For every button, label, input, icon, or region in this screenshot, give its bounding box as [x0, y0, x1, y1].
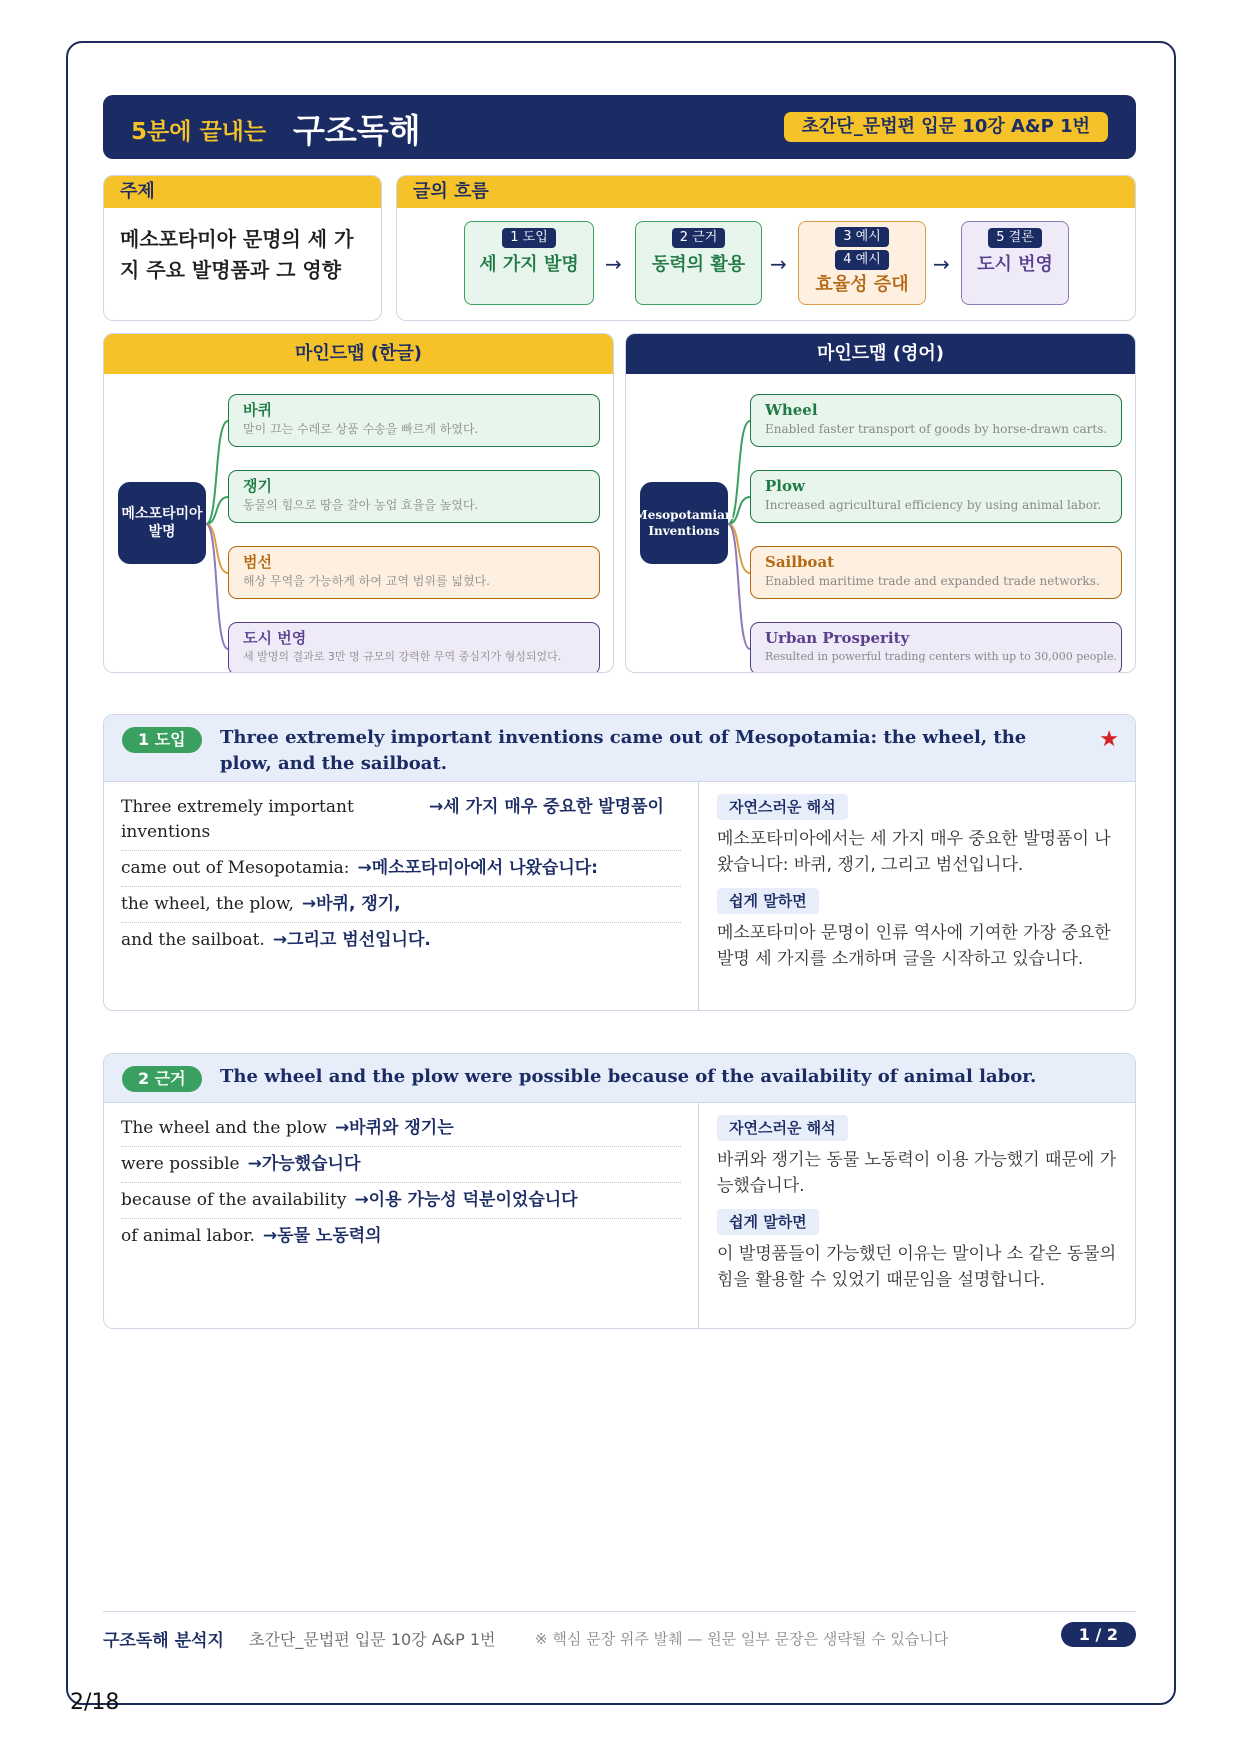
chunk-korean: →그리고 범선입니다. — [272, 930, 431, 950]
mindmap-node — [750, 622, 1122, 673]
page-title: 구조독해 — [293, 111, 421, 150]
flow-step-3 — [798, 221, 926, 305]
chunk-korean: →세 가지 매우 중요한 발명품이 — [429, 797, 664, 817]
flow-step-tag: 5 결론 — [988, 228, 1042, 248]
mindmap-node-desc: 세 발명의 결과로 3만 명 규모의 강력한 무역 중심지가 형성되었다. — [243, 650, 562, 663]
topic-card — [103, 175, 382, 321]
section-header — [104, 715, 1135, 782]
course-badge: 초간단_문법편 입문 10강 A&P 1번 — [784, 112, 1108, 142]
chunk-row — [121, 1147, 681, 1183]
mindmap-korean-title: 마인드맵 (한글) — [104, 334, 613, 374]
section-tag: 1 도입 — [122, 727, 202, 753]
flow-step-tag: 1 도입 — [502, 228, 556, 248]
mindmap-english-title: 마인드맵 (영어) — [626, 334, 1135, 374]
topic-label: 주제 — [104, 176, 381, 208]
mindmap-node — [228, 394, 600, 447]
chunk-row — [121, 923, 681, 958]
natural-text: 메소포타미아에서는 세 가지 매우 중요한 발명품이 나왔습니다: 바퀴, 쟁기, 그리고 범선입니다. — [717, 829, 1111, 875]
flow-step-4 — [961, 221, 1069, 305]
mindmap-node-title: 쟁기 — [243, 477, 272, 495]
flow-step-label: 세 가지 발명 — [479, 254, 579, 275]
footer-name: 구조독해 분석지 — [103, 1631, 224, 1651]
natural-label: 자연스러운 해석 — [717, 1115, 848, 1141]
mindmap-center: Mesopotamian Inventions — [640, 482, 728, 564]
chunk-korean: →동물 노동력의 — [262, 1226, 382, 1246]
chunk-korean: →바퀴와 쟁기는 — [334, 1118, 454, 1138]
flow-label: 글의 흐름 — [397, 176, 1135, 208]
footer-course: 초간단_문법편 입문 10강 A&P 1번 — [249, 1630, 496, 1649]
mindmap-node-title: Sailboat — [765, 553, 835, 571]
chunk-english: because of the availability — [121, 1190, 347, 1210]
section-header — [104, 1054, 1135, 1103]
mindmap-node-title: Plow — [765, 477, 805, 495]
interpretation-panel — [699, 782, 1135, 1011]
mindmap-node-desc: 동물의 힘으로 땅을 갈아 농업 효율을 높였다. — [243, 498, 479, 512]
easy-label: 쉽게 말하면 — [717, 1209, 819, 1235]
header-subtitle: 5분에 끝내는 — [131, 119, 267, 145]
flow-step-2 — [635, 221, 762, 305]
flow-step-label: 동력의 활용 — [651, 254, 746, 275]
mindmap-node-title: Wheel — [765, 401, 818, 419]
flow-arrow: → — [933, 252, 950, 276]
mindmap-center: 메소포타미아 발명 — [118, 482, 206, 564]
chunk-row — [121, 1111, 681, 1147]
mindmap-node-title: 바퀴 — [243, 401, 272, 419]
chunk-english: and the sailboat. — [121, 930, 265, 950]
flow-step-tag-2: 4 예시 — [835, 250, 889, 270]
mindmap-english — [625, 333, 1136, 673]
topic-text: 메소포타미아 문명의 세 가지 주요 발명품과 그 영향 — [120, 227, 354, 282]
natural-text: 바퀴와 쟁기는 동물 노동력이 이용 가능했기 때문에 가능했습니다. — [717, 1150, 1117, 1196]
easy-text: 이 발명품들이 가능했던 이유는 말이나 소 같은 동물의 힘을 활용할 수 있었기 때문임을 설명합니다. — [717, 1244, 1117, 1290]
section-tag: 2 근거 — [122, 1066, 202, 1092]
chunk-english: the wheel, the plow, — [121, 894, 294, 914]
chunk-row — [121, 790, 681, 851]
flow-step-tag: 2 근거 — [672, 228, 726, 248]
chunk-row — [121, 1219, 681, 1254]
flow-step-tag: 3 예시 — [835, 227, 889, 247]
chunk-row — [121, 887, 681, 923]
mindmap-node-title: Urban Prosperity — [765, 629, 910, 647]
page-header — [103, 95, 1136, 159]
mindmap-node — [228, 470, 600, 523]
flow-arrow: → — [605, 252, 622, 276]
section-sentence: The wheel and the plow were possible because of the availability of animal labor. — [220, 1066, 1037, 1087]
mindmap-node-title: 범선 — [243, 553, 272, 571]
chunk-list — [104, 782, 699, 1011]
chunk-korean: →바퀴, 쟁기, — [301, 894, 401, 914]
chunk-english: The wheel and the plow — [121, 1118, 327, 1138]
chunk-row — [121, 1183, 681, 1219]
chunk-korean: →이용 가능성 덕분이었습니다 — [354, 1190, 578, 1210]
natural-label: 자연스러운 해석 — [717, 794, 848, 820]
mindmap-node — [750, 470, 1122, 523]
mindmap-node-desc: Enabled faster transport of goods by horse-drawn carts. — [765, 422, 1108, 436]
mindmap-korean — [103, 333, 614, 673]
mindmap-node-desc: Increased agricultural efficiency by using animal labor. — [765, 498, 1102, 512]
chunk-english: came out of Mesopotamia: — [121, 858, 350, 878]
chunk-english: Three extremely important inventions — [121, 797, 354, 842]
chunk-english: of animal labor. — [121, 1226, 255, 1246]
interpretation-panel — [699, 1103, 1135, 1329]
mindmap-node-desc: 말이 끄는 수레로 상품 수송을 빠르게 하였다. — [243, 422, 479, 436]
mindmap-node — [228, 622, 600, 673]
chunk-english: were possible — [121, 1154, 240, 1174]
flow-step-label: 효율성 증대 — [815, 274, 909, 295]
section-sentence: Three extremely important inventions came out of Mesopotamia: the wheel, the plow, and the sailboat. — [220, 727, 1027, 774]
mindmap-node-desc: 해상 무역을 가능하게 하여 교역 범위를 넓혔다. — [243, 574, 490, 588]
mindmap-node — [750, 394, 1122, 447]
page-number-badge: 1 / 2 — [1061, 1622, 1136, 1647]
flow-arrow: → — [770, 252, 787, 276]
chunk-korean: →메소포타미아에서 나왔습니다: — [357, 858, 598, 878]
page-counter: 2/18 — [70, 1690, 120, 1715]
chunk-row — [121, 851, 681, 887]
analysis-section-1 — [103, 714, 1136, 1011]
analysis-section-2 — [103, 1053, 1136, 1329]
chunk-korean: →가능했습니다 — [247, 1154, 361, 1174]
page-footer — [103, 1611, 1136, 1652]
star-icon: ★ — [1099, 727, 1119, 752]
chunk-list — [104, 1103, 699, 1329]
easy-text: 메소포타미아 문명이 인류 역사에 기여한 가장 중요한 발명 세 가지를 소개하며 글을 시작하고 있습니다. — [717, 923, 1111, 969]
easy-label: 쉽게 말하면 — [717, 888, 819, 914]
footer-note: ※ 핵심 문장 위주 발췌 — 원문 일부 문장은 생략될 수 있습니다 — [535, 1630, 949, 1648]
mindmap-node — [750, 546, 1122, 599]
flow-card — [396, 175, 1136, 321]
mindmap-node-desc: Resulted in powerful trading centers with up to 30,000 people. — [765, 650, 1117, 663]
flow-step-label: 도시 번영 — [977, 254, 1053, 275]
mindmap-node-desc: Enabled maritime trade and expanded trade networks. — [765, 574, 1100, 588]
mindmap-node — [228, 546, 600, 599]
flow-step-1 — [464, 221, 594, 305]
mindmap-node-title: 도시 번영 — [243, 629, 307, 647]
